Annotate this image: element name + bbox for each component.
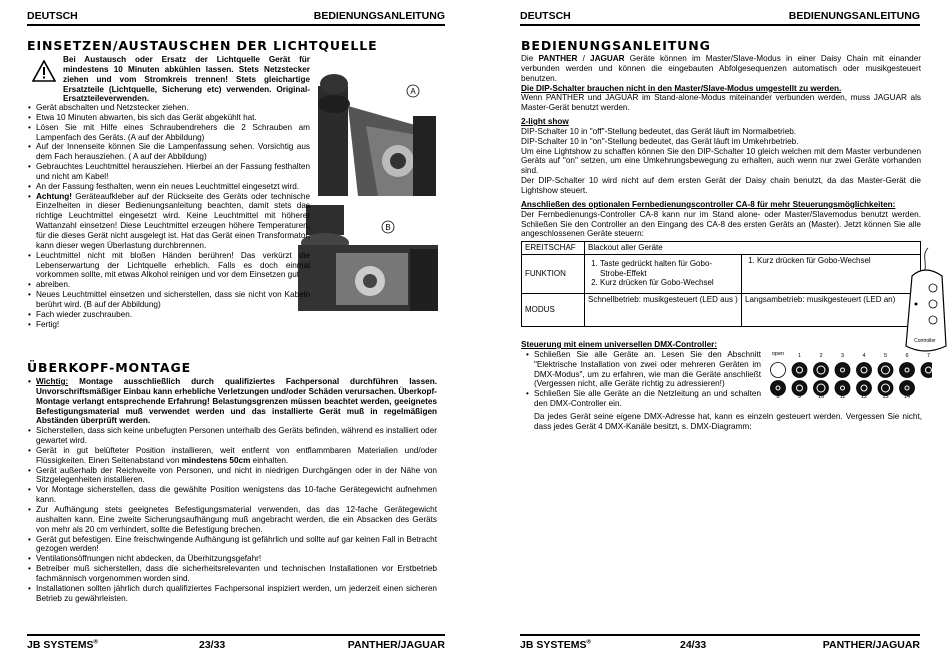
lightshow-line: DIP-Schalter 10 in "off"-Stellung bedeutet, das Gerät läuft im Normalbetrieb.: [521, 126, 797, 136]
ca8-function-table: [521, 241, 921, 327]
mount-step-end: einhalten.: [250, 455, 289, 465]
function-item: 1. Kurz drücken für Gobo-Wechsel: [757, 256, 917, 266]
ca8-controller-illustration: [900, 246, 950, 356]
lamp-step: • abreiben.: [36, 280, 310, 290]
lightshow-heading: 2-light show: [521, 117, 569, 127]
gobo-number: 6: [905, 353, 909, 359]
mounting-step: • Vor Montage sicherstellen, dass die gewählte Position wenigstens das 10-fache Gerätegewicht aufnehmen kann.: [36, 485, 437, 505]
section-title-lamp: EINSETZEN/AUSTAUSCHEN DER LICHTQUELLE: [27, 38, 378, 53]
gobo-number: 2: [819, 353, 823, 359]
controller-label: Controller: [914, 338, 936, 344]
operation-text: [521, 54, 921, 239]
header-language: DEUTSCH: [520, 10, 571, 22]
achtung-text: Geräteaufkleber auf der Rückseite des Geräts oder technische Einzelheiten in dieser Bedienungsanleitung beachten, damit stets das richtige Leuchtmittel eingesetzt wird. Keine Leuchtmittel mit höherer Wattanzahl einsetzen! Diese Leuchtmittel erzeugen höhere Temperaturen, für die dieses Gerät nicht ausgelegt ist. Hat das Gerät einen Transformator, kann dieser wegen Überlastung durchbrennen.: [36, 191, 310, 250]
warning-triangle-icon: [32, 60, 56, 82]
table-cell: Schnellbetrieb: musikgesteuert (LED aus ): [585, 293, 742, 326]
gobo-number: 7: [926, 353, 931, 359]
lamp-steps: [27, 103, 310, 329]
footer-model: PANTHER/JAGUAR: [822, 639, 920, 651]
lamp-step: • Fach wieder zuschrauben.: [36, 310, 310, 320]
footer-brand: [520, 639, 591, 651]
right-page: [475, 0, 950, 659]
lamp-step: • Auf der Innenseite können Sie die Lampenfassung sehen. Vorsichtig aus dem Fach herausziehen. ( A auf der Abbildung): [36, 142, 310, 162]
gobo-number: 14: [903, 394, 911, 400]
mounting-step: • Ventilationsöffnungen nicht abdecken, da Überhitzungsgefahr!: [36, 554, 437, 564]
gobo-number: 11: [839, 394, 846, 400]
ca8-heading: Anschließen des optionalen Fernbedienungscontroller CA-8 für mehr Steuerungsmöglichkeiten:: [521, 199, 896, 209]
gobo-chart: [767, 348, 932, 412]
dmx-section: [521, 340, 761, 409]
function-item: 2. Kurz drücken für Gobo-Wechsel: [600, 278, 738, 288]
callout-a: [406, 84, 420, 98]
table-cell: EREITSCHAF: [522, 242, 585, 255]
lamp-step: • Leuchtmittel nicht mit bloßen Händen berühren! Das verkürzt die Lebenserwartung der Lichtquelle erheblich. Falls es doch einmal vorkommen sollte, mit etwas Alkohol reinigen und vor dem Einsetzen gut: [36, 251, 310, 281]
right-header: [520, 10, 920, 26]
gobo-number: 4: [862, 353, 866, 359]
gobo-icon: [857, 363, 872, 378]
header-language: DEUTSCH: [27, 10, 78, 22]
gobo-open-label: open: [771, 351, 785, 357]
dmx-steps: [521, 350, 761, 409]
callout-b-label: B: [385, 223, 391, 232]
table-cell: Blackout aller Geräte: [585, 242, 921, 255]
footer-page-number: 24/33: [680, 639, 707, 651]
lightshow-paragraph: Um eine Lightshow zu schaffen können Sie den DIP-Schalter 10 gleich welchen mit dem Master verbundenen Geräts auf "on" setzen, um eine Umkehrungsbewegung zu erhalten, auch wenn nur zwei Geräte vorhanden sind.: [521, 146, 921, 176]
achtung-label: Achtung!: [36, 191, 72, 201]
section-title-operation: BEDIENUNGSANLEITUNG: [521, 38, 711, 53]
lamp-step: • Gebrauchtes Leuchtmittel herausziehen. Hierbei an der Fassung festhalten und nicht am Kabel!: [36, 162, 310, 182]
right-footer: [520, 634, 920, 652]
gobo-icon: [792, 363, 807, 378]
lightshow-paragraph-2: Der DIP-Schalter 10 wird nicht auf dem ersten Gerät der Daisy chain benutzt, da das Master-Gerät die Lightshow steuert.: [521, 176, 921, 195]
warning-text: Bei Austausch oder Ersatz der Lichtquelle Gerät für mindestens 10 Minuten abkühlen lassen. Stets Netzstecker ziehen und vom Stromkreis trennen! Stets gleichartige Ersatzteile (Lichtquelle, Sicherung etc) verwenden. Original-Ersatzteileverwenden.: [63, 55, 310, 104]
gobo-icon: [814, 363, 829, 378]
gobo-icon: [878, 363, 893, 378]
table-cell: [585, 254, 742, 293]
callout-b: [381, 220, 395, 234]
lamp-step-achtung: [36, 192, 310, 251]
lamp-step: • Gerät abschalten und Netzstecker ziehen.: [36, 103, 310, 113]
footer-page-number: 23/33: [199, 639, 226, 651]
gobo-icon: [835, 363, 850, 378]
function-list: [588, 259, 738, 288]
table-row: [522, 293, 921, 326]
intro-jaguar: JAGUAR: [590, 54, 625, 63]
header-manual: BEDIENUNGSANLEITUNG: [788, 10, 920, 22]
callout-a-label: A: [410, 87, 416, 96]
gobo-number: 1: [797, 353, 802, 359]
gobo-row-1: [771, 353, 933, 378]
wichtig-text: Montage ausschließlich durch qualifiziertes Fachpersonal durchführen lassen. Unvorschriftsmäßiger Einbau kann erhebliche Verletzungen und/oder Schäden verursachen. Überkopf-Montage verlangt entsprechende Erfahrung! Belastungsgrenzen müssen beachtet werden, geeignetes Befestigungsmaterial muß verwendet werden und das installierte Gerät muß in regelmäßigen Abständen überprüft werden.: [36, 377, 437, 426]
intro-end: Geräte können im Master/Slave-Modus in einer Daisy Chain mit einander verbunden werden und können die eingebauten Abfolgesequenzen automatisch oder musikgesteuert benutzen.: [521, 54, 921, 83]
dmx-step: • Schließen Sie alle Geräte an. Lesen Sie den Abschnitt "Elektrische Installation von zwei oder mehreren Geräten im DMX-Modus", um zu erfahren, wie man die Geräte anschließt (Vergessen nicht, alle Geräte richtig zu adressieren!): [534, 350, 761, 389]
dip-text: Wenn PANTHER und JAGUAR im Stand-alone-Modus miteinander verbunden werden, muss JAGUAR als Master-Gerät benutzt werden.: [521, 93, 921, 113]
table-row: [522, 254, 921, 293]
table-cell: FUNKTION: [522, 254, 585, 293]
section-title-mounting: ÜBERKOPF-MONTAGE: [27, 360, 192, 375]
gobo-number: 5: [883, 353, 888, 359]
intro-sep: /: [577, 54, 591, 63]
function-list: [745, 256, 917, 266]
footer-brand-text: JB SYSTEMS: [520, 639, 587, 651]
gobo-number: 8: [776, 394, 780, 400]
mounting-step: • Betreiber muß sicherstellen, dass die sicherheitsrelevanten und technischen Installationen vor Erstbetrieb fachmännisch vorgenommen worden sind.: [36, 564, 437, 584]
lamp-step: • Lösen Sie mit Hilfe eines Schraubendrehers die 2 Schrauben am Lampenfach des Geräts. (A auf der Abbildung): [36, 123, 310, 143]
mounting-step: [36, 446, 437, 466]
left-header: [27, 10, 445, 26]
mount-step-text: Gerät in gut belüfteter Position installieren, weit entfernt von entflammbaren Materialien und/oder Flüssigkeiten. Einen Seitenabstand von: [36, 445, 437, 465]
lamp-step: • Etwa 10 Minuten abwarten, bis sich das Gerät abgekühlt hat.: [36, 113, 310, 123]
dmx-step: • Schließen Sie alle Geräte an die Netzleitung an und schalten den DMX-Controller ein.: [534, 389, 761, 409]
table-row: [522, 242, 921, 255]
footer-model: PANTHER/JAGUAR: [347, 639, 445, 651]
gobo-number: 12: [860, 394, 868, 400]
lamp-step: • Fertig!: [36, 320, 310, 330]
mount-step-bold: mindestens 50cm: [181, 455, 251, 465]
gobo-number: 9: [797, 394, 802, 400]
gobo-icon: [771, 363, 786, 378]
gobo-number: 10: [817, 394, 825, 400]
mounting-warning: [36, 377, 437, 426]
dip-heading: Die DIP-Schalter brauchen nicht in den Master/Slave-Modus umgestellt zu werden.: [521, 83, 842, 93]
table-cell: Langsambetrieb: musikgesteuert (LED an): [742, 293, 921, 326]
gobo-row-2: [771, 381, 915, 401]
gobo-icon: [921, 363, 932, 378]
intro-paragraph: [521, 54, 921, 84]
intro-start: Die: [521, 54, 539, 63]
footer-brand: [27, 639, 98, 651]
header-manual: BEDIENUNGSANLEITUNG: [313, 10, 445, 22]
table-cell: MODUS: [522, 293, 585, 326]
wichtig-label: Wichtig:: [36, 377, 69, 386]
mounting-step: • Gerät gut befestigen. Eine freischwingende Aufhängung ist gefährlich und sollte auf gar keinen Fall in Betracht gezogen werden!: [36, 535, 437, 555]
lamp-step: • Neues Leuchtmittel einsetzen und sicherstellen, dass sie nicht von Kabeln berührt wird. (B auf der Abbildung): [36, 290, 310, 310]
lamp-photo-a: [318, 56, 436, 196]
footer-reg-mark: ®: [93, 639, 98, 646]
mounting-step: • Sicherstellen, dass sich keine unbefugten Personen unterhalb des Geräts befinden, während es installiert oder gewartet wird.: [36, 426, 437, 446]
mounting-step: • Installationen sollten jährlich durch qualifiziertes Fachpersonal inspiziert werden, um jederzeit einen sicheren Betrieb zu gewährleisten.: [36, 584, 437, 604]
ca8-text: Der Fernbedienungs-Controller CA-8 kann nur im Stand alone- oder Master/Slavemodus benutzt werden. Schließen Sie den Controller an den Eingang des CA-8 des ersten Geräts an (Master). Jetzt können Sie alle angeschlossenen Geräte steuern:: [521, 209, 921, 239]
lightshow-line: DIP-Schalter 10 in "on"-Stellung bedeutet, das Gerät läuft im Umkehrbetrieb.: [521, 136, 799, 146]
gobo-number: 13: [882, 394, 889, 400]
function-item: 1. Taste gedrückt halten für Gobo-Strobe-Effekt: [600, 259, 738, 278]
dmx-paragraph: Da jedes Gerät seine eigene DMX-Adresse hat, kann es einzeln gesteuert werden. Vergessen Sie nicht, dass jedes Gerät 4 DMX-Kanäle besitzt, s. DMX-Diagramm:: [534, 412, 922, 431]
dmx-heading: Steuerung mit einem universellen DMX-Controller:: [521, 340, 718, 349]
lamp-step: • An der Fassung festhalten, wenn ein neues Leuchtmittel eingesetzt wird.: [36, 182, 310, 192]
left-footer: [27, 634, 445, 652]
footer-brand-text: JB SYSTEMS: [27, 639, 94, 651]
mounting-steps: [27, 377, 437, 603]
mounting-step: • Gerät außerhalb der Reichweite von Personen, und nicht in niedrigen Durchgängen oder in der Nähe von Sitzgelegenheiten installieren.: [36, 466, 437, 486]
intro-panther: PANTHER: [538, 54, 578, 63]
gobo-number: 3: [840, 353, 845, 359]
gobo-icon: [900, 363, 915, 378]
mounting-step: • Zur Aufhängung stets geeignetes Befestigungsmaterial verwenden, das das 12-fache Gerätegewicht aushalten kann. Eine zweite Sicherungsaufhängung muß angebracht werden, die ein Absacken des Geräts von mehr als 20 cm verhindert, sollte die Befestigung brechen.: [36, 505, 437, 535]
table-cell: [742, 254, 921, 293]
footer-reg-mark: ®: [586, 639, 591, 646]
lamp-photo-b: [298, 205, 438, 311]
